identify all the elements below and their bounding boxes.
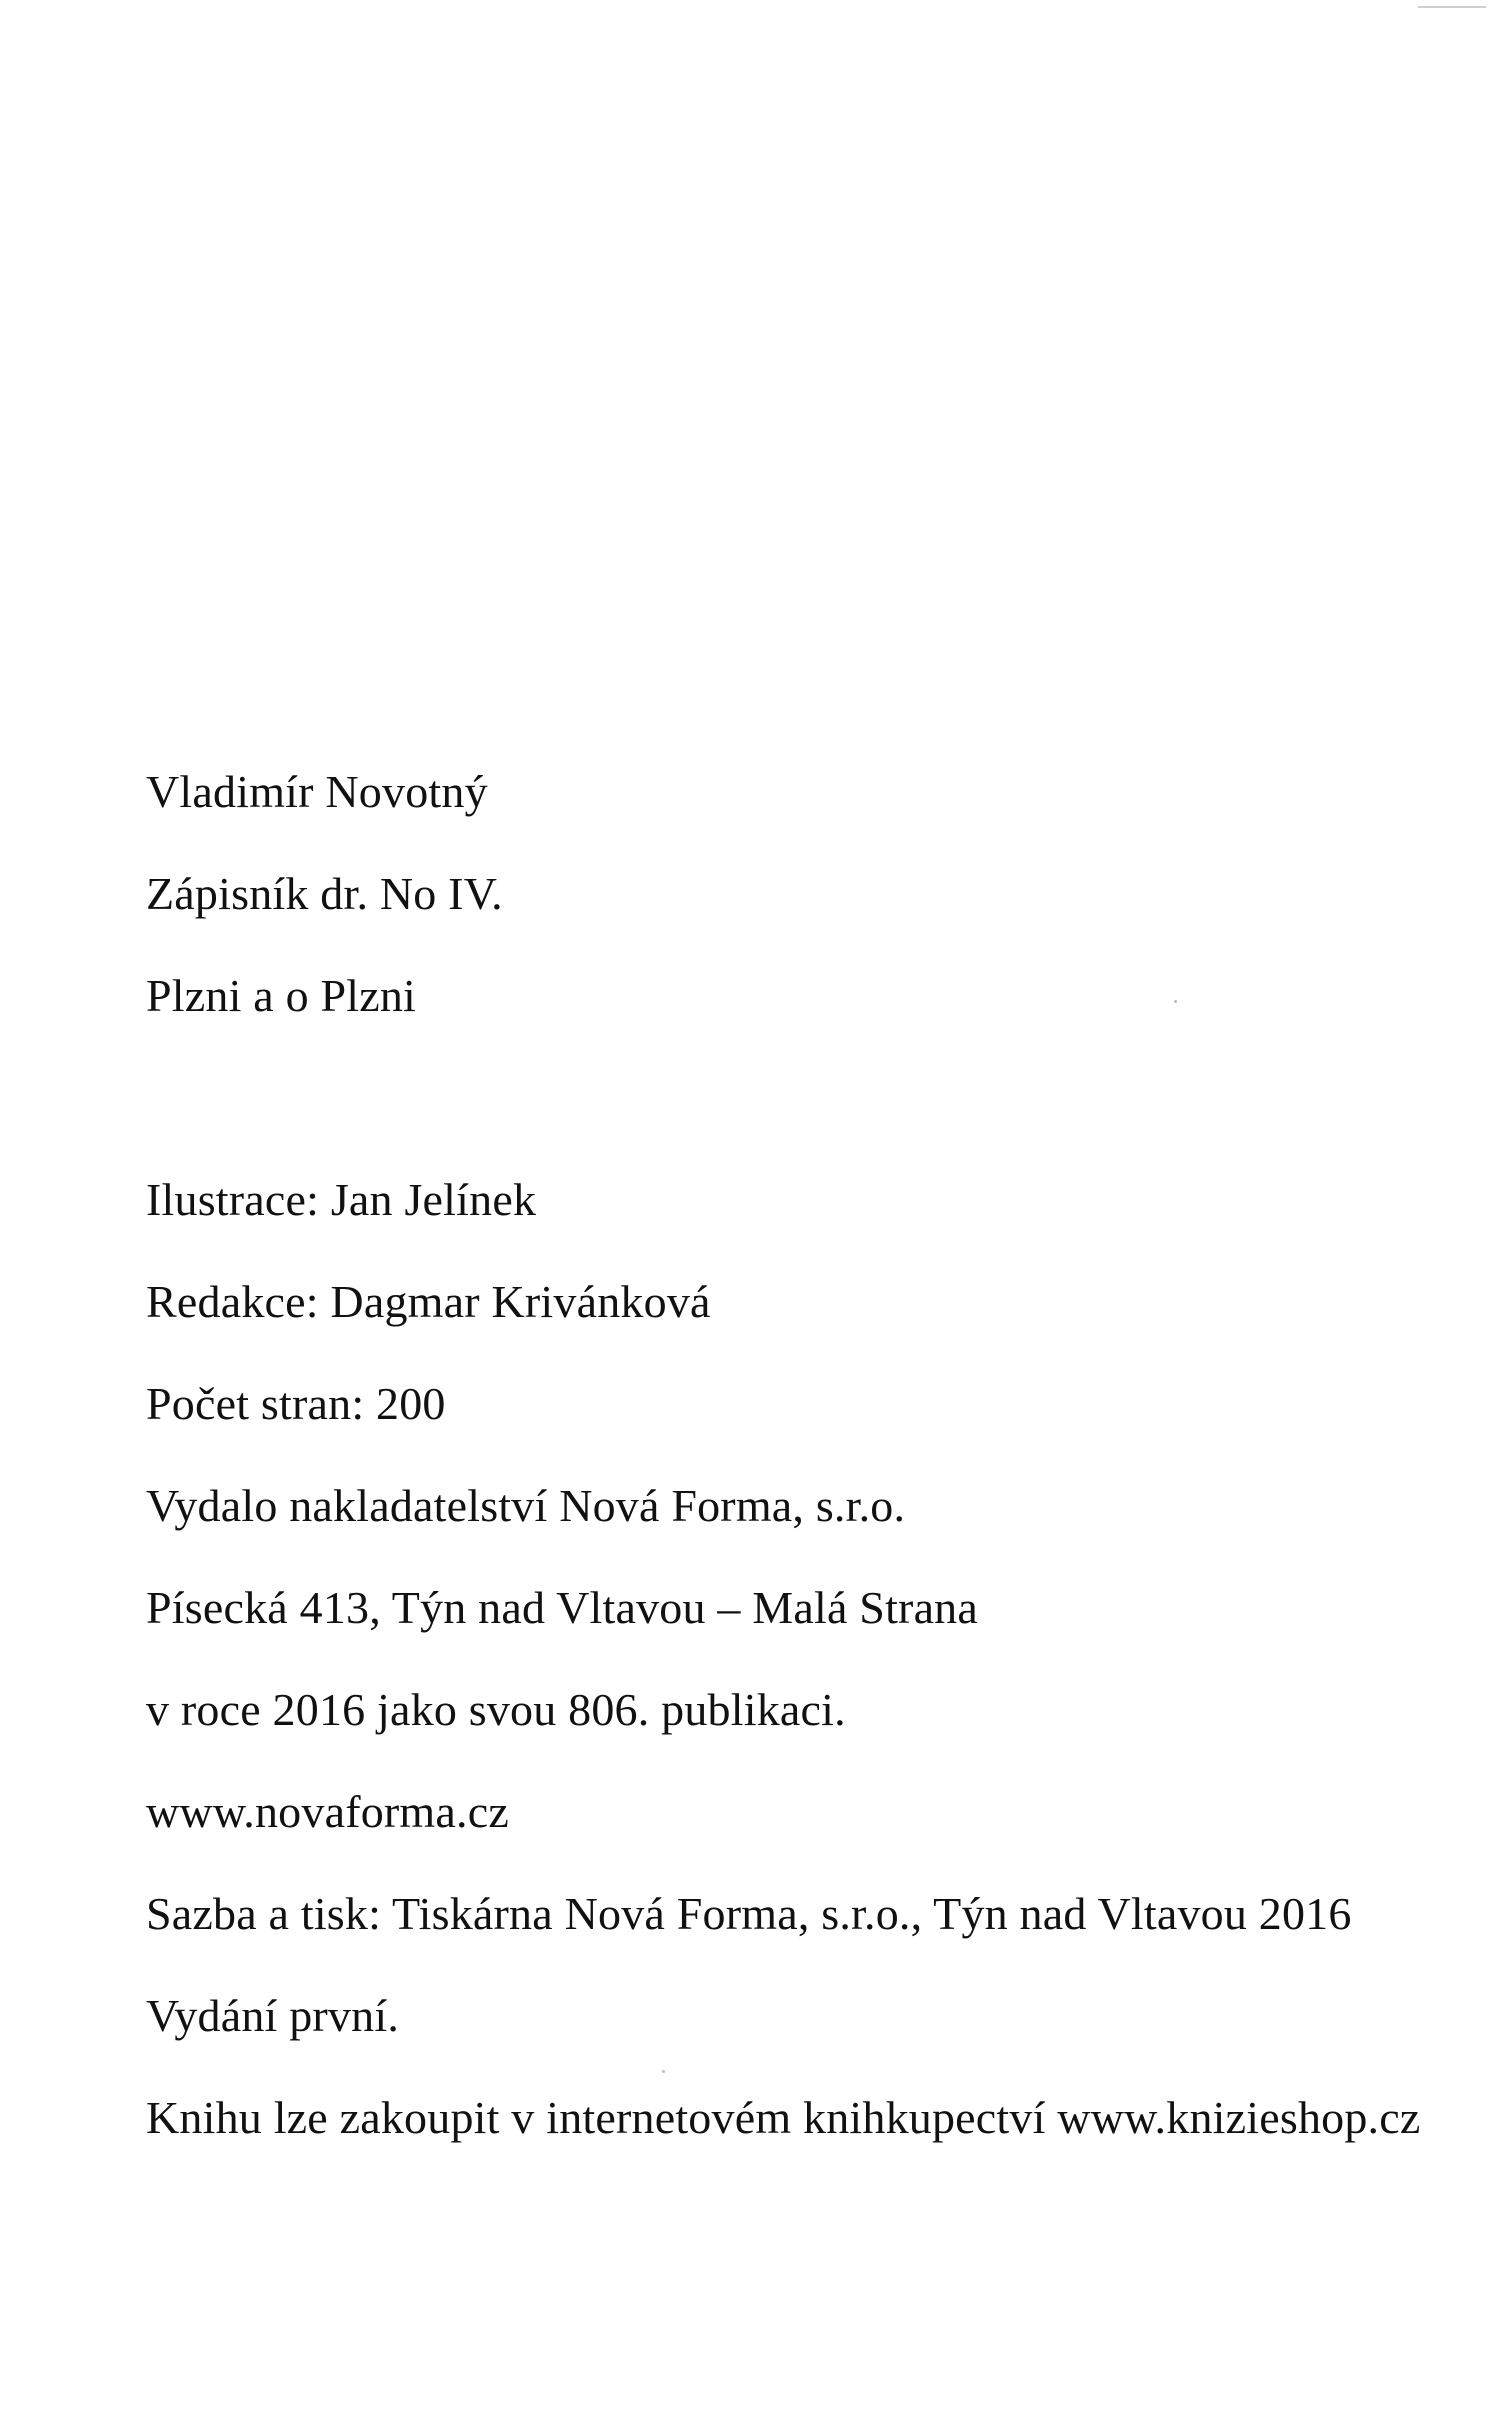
scan-speck bbox=[1174, 1000, 1177, 1003]
publisher-line: Vydalo nakladatelství Nová Forma, s.r.o. bbox=[146, 1480, 906, 1531]
edition-note: Vydání první. bbox=[146, 1990, 400, 2041]
illustrations-credit: Ilustrace: Jan Jelínek bbox=[146, 1174, 537, 1225]
publication-year-line: v roce 2016 jako svou 806. publikaci. bbox=[146, 1684, 846, 1735]
printing-credit: Sazba a tisk: Tiskárna Nová Forma, s.r.o., Týn nad Vltavou 2016 bbox=[146, 1888, 1352, 1939]
publisher-website: www.novaforma.cz bbox=[146, 1786, 509, 1837]
author-name: Vladimír Novotný bbox=[146, 766, 488, 817]
bookshop-note: Knihu lze zakoupit v internetovém knihkupectví www.knizieshop.cz bbox=[146, 2092, 1421, 2143]
book-title: Plzni a o Plzni bbox=[146, 970, 417, 1021]
scan-edge-mark bbox=[1418, 6, 1486, 8]
series-title: Zápisník dr. No IV. bbox=[146, 868, 503, 919]
publisher-address: Písecká 413, Týn nad Vltavou – Malá Strana bbox=[146, 1582, 978, 1633]
scan-speck bbox=[662, 2070, 665, 2073]
page-count: Počet stran: 200 bbox=[146, 1378, 446, 1429]
editor-credit: Redakce: Dagmar Krivánková bbox=[146, 1276, 711, 1327]
